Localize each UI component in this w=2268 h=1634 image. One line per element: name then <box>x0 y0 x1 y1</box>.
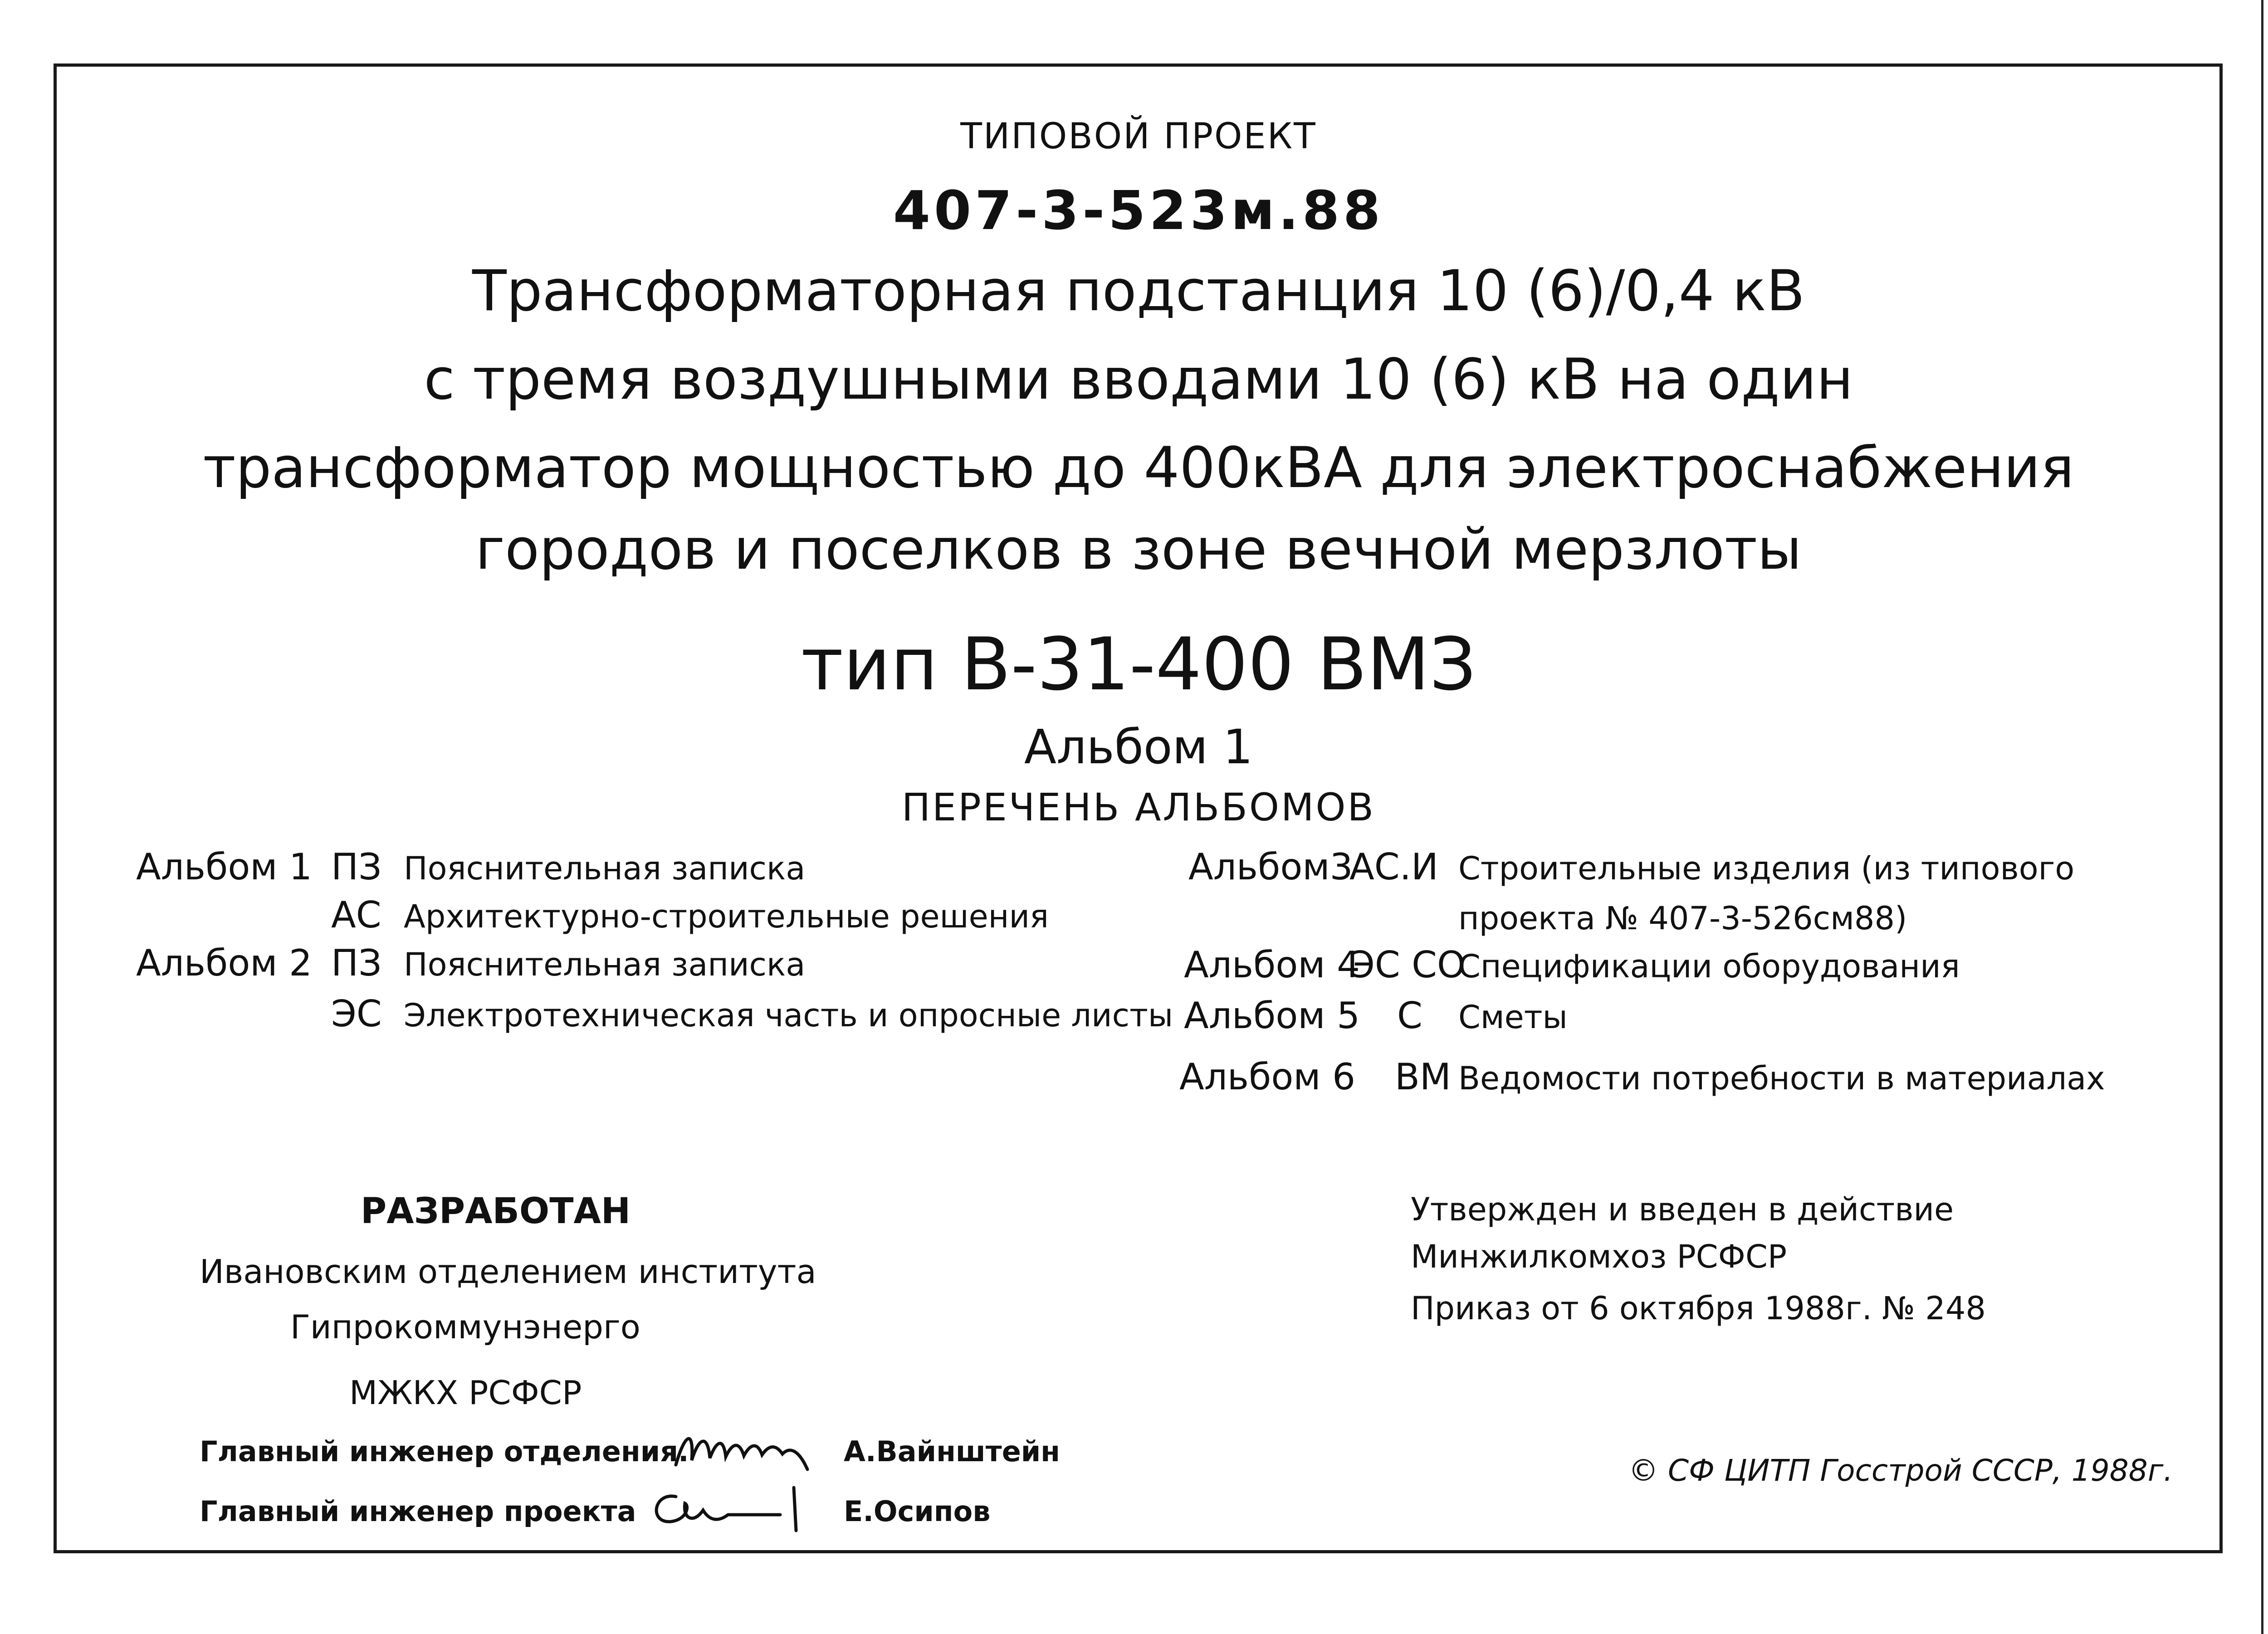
album-list-heading: ПЕРЕЧЕНЬ АЛЬБОМОВ <box>901 785 1376 829</box>
album-label: Альбом 1 <box>1024 719 1253 775</box>
album-number: Альбом 4 <box>1184 944 1360 986</box>
developed-org-line-3: МЖКХ РСФСР <box>349 1374 582 1412</box>
chief-engineer-project-role: Главный инженер проекта <box>200 1495 636 1528</box>
album-number: Альбом3 <box>1188 846 1353 888</box>
album-code: ЭС <box>331 993 382 1035</box>
album-desc: Электротехническая часть и опросные листы <box>404 997 1173 1034</box>
title-line-2: с тремя воздушными вводами 10 (6) кВ на один <box>424 347 1853 412</box>
type-designation: тип В-31-400 ВМЗ <box>801 622 1476 707</box>
title-line-4: городов и поселков в зоне вечной мерзлоты <box>475 517 1802 582</box>
approved-line-3: Приказ от 6 октября 1988г. № 248 <box>1411 1290 1986 1327</box>
album-desc: Сметы <box>1458 999 1568 1036</box>
album-desc: Архитектурно-строительные решения <box>404 898 1049 935</box>
album-number: Альбом 5 <box>1184 995 1360 1037</box>
album-desc: Пояснительная записка <box>404 850 806 887</box>
album-desc: Спецификации оборудования <box>1458 948 1960 985</box>
chief-engineer-project-name: Е.Осипов <box>844 1495 991 1528</box>
signature-vainshtein <box>667 1415 821 1483</box>
album-code: АС <box>331 894 381 936</box>
album-code: ПЗ <box>331 942 382 984</box>
album-desc: Строительные изделия (из типового <box>1458 850 2075 887</box>
title-line-3: трансформатор мощностью до 400кВА для электроснабжения <box>203 435 2074 501</box>
copyright-notice: © СФ ЦИТП Госстрой СССР, 1988г. <box>1628 1453 2173 1488</box>
developed-org-line-2: Гипрокоммунэнерго <box>290 1308 640 1346</box>
album-code: АС.И <box>1349 846 1438 888</box>
series-label: ТИПОВОЙ ПРОЕКТ <box>960 116 1317 157</box>
album-number: Альбом 1 <box>136 846 312 888</box>
album-code: ВМ <box>1395 1056 1451 1098</box>
approved-line-2: Минжилкомхоз РСФСР <box>1411 1238 1787 1275</box>
developed-org-line-1: Ивановским отделением института <box>200 1253 816 1291</box>
chief-engineer-dept-role: Главный инженер отделения. <box>200 1435 689 1468</box>
chief-engineer-dept-name: А.Вайнштейн <box>844 1435 1061 1468</box>
album-desc: Ведомости потребности в материалах <box>1458 1060 2105 1097</box>
approved-line-1: Утвержден и введен в действие <box>1411 1191 1954 1228</box>
project-number: 407-3-523м.88 <box>893 179 1384 242</box>
album-code: ПЗ <box>331 846 382 888</box>
album-desc: проекта № 407-3-526см88) <box>1458 900 1907 937</box>
album-code: С <box>1397 995 1422 1037</box>
album-number: Альбом 2 <box>136 942 312 984</box>
album-code: ЭС СО <box>1349 944 1466 986</box>
signature-osipov <box>644 1478 807 1537</box>
album-number: Альбом 6 <box>1179 1056 1355 1098</box>
album-desc: Пояснительная записка <box>404 946 806 983</box>
title-line-1: Трансформаторная подстанция 10 (6)/0,4 кВ <box>472 259 1805 324</box>
developed-heading: РАЗРАБОТАН <box>361 1191 631 1232</box>
